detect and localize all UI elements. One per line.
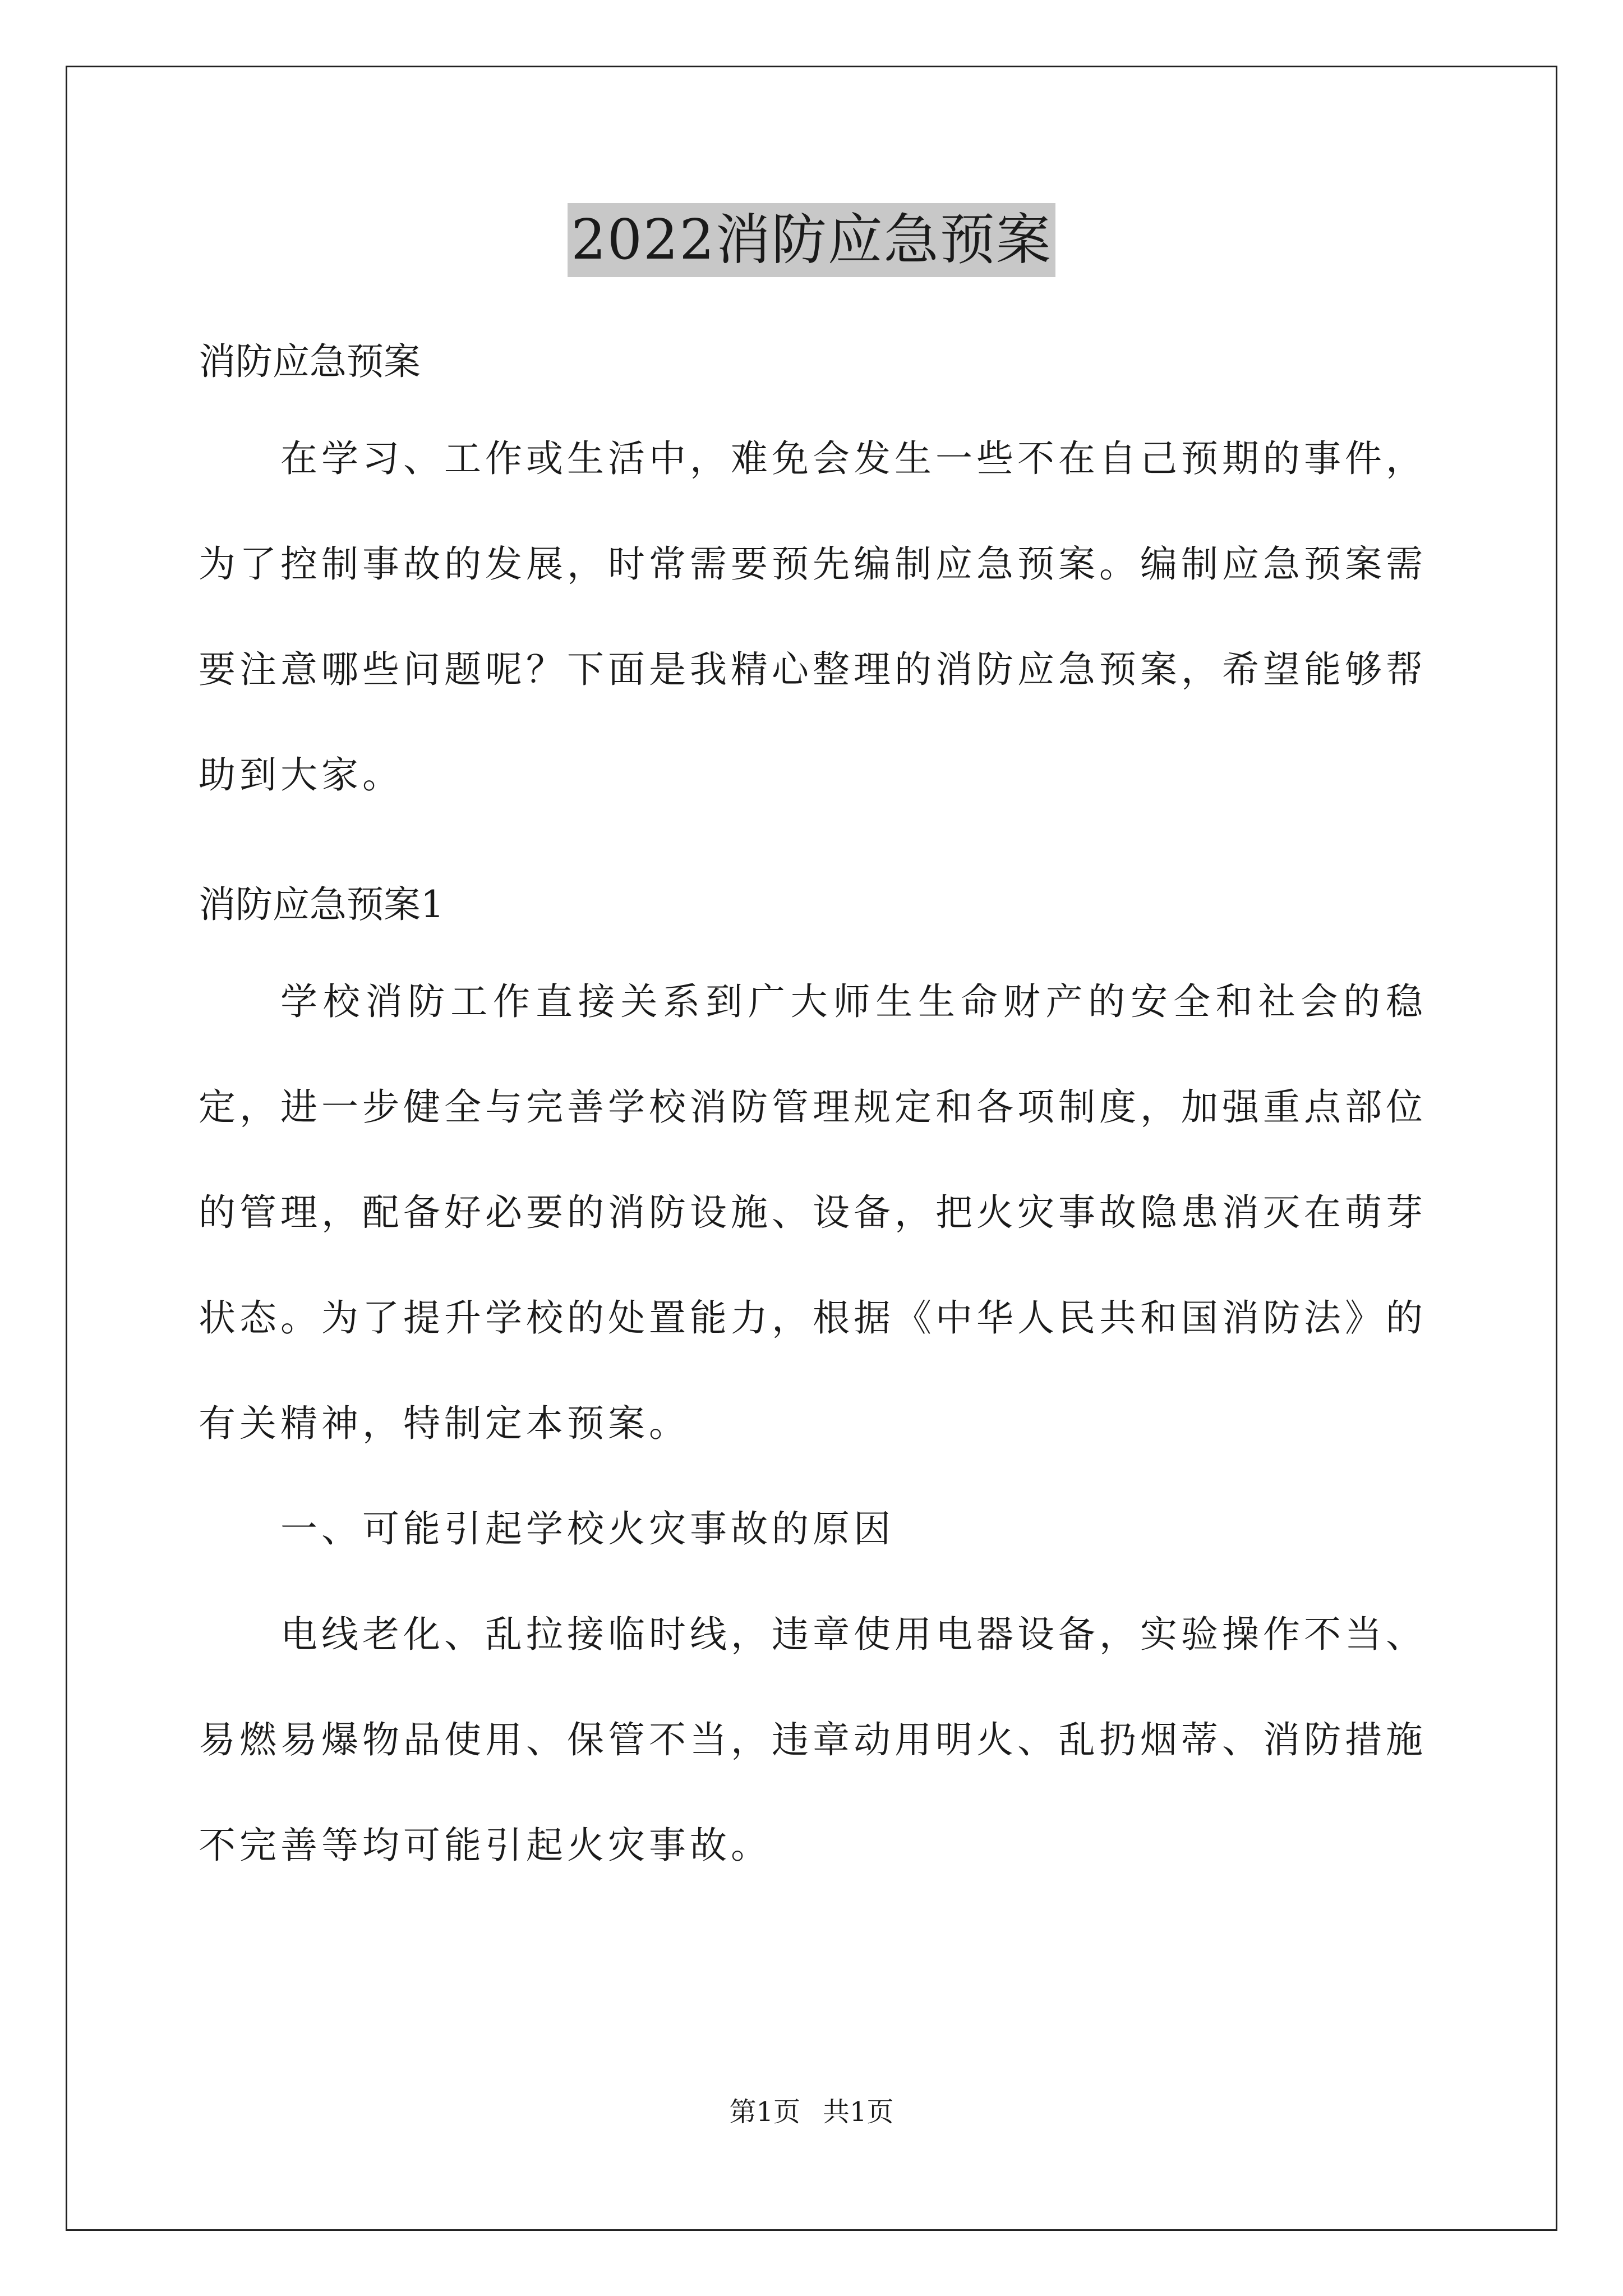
paragraph-subheading-causes: 一、可能引起学校火灾事故的原因: [280, 1507, 895, 1550]
paragraph-intro: 在学习、工作或生活中，难免会发生一些不在自己预期的事件，为了控制事故的发展，时常需要预先编制应急预案。编制应急预案需要注意哪些问题呢？下面是我精心整理的消防应急预案，希望能够帮助到大家。: [199, 437, 1427, 797]
document-body: [199, 337, 1427, 1898]
title-container: [0, 203, 1623, 277]
paragraph-causes: 电线老化、乱拉接临时线，违章使用电器设备，实验操作不当、易燃易爆物品使用、保管不当，违章动用明火、乱扔烟蒂、消防措施不完善等均可能引起火灾事故。: [199, 1613, 1427, 1867]
section-heading-intro: 消防应急预案: [199, 340, 421, 383]
section-heading-plan-1: 消防应急预案1: [199, 883, 444, 926]
paragraph-plan-1: 学校消防工作直接关系到广大师生生命财产的安全和社会的稳定，进一步健全与完善学校消防管理规定和各项制度，加强重点部位的管理，配备好必要的消防设施、设备，把火灾事故隐患消灭在萌芽状态。为了提升学校的处置能力，根据《中华人民共和国消防法》的有关精神，特制定本预案。: [199, 980, 1427, 1445]
page-number-current: 第1页: [729, 2096, 800, 2128]
page-footer: [0, 2095, 1623, 2129]
page-number-total: 共1页: [823, 2096, 894, 2128]
document-title: 2022消防应急预案: [568, 203, 1055, 277]
